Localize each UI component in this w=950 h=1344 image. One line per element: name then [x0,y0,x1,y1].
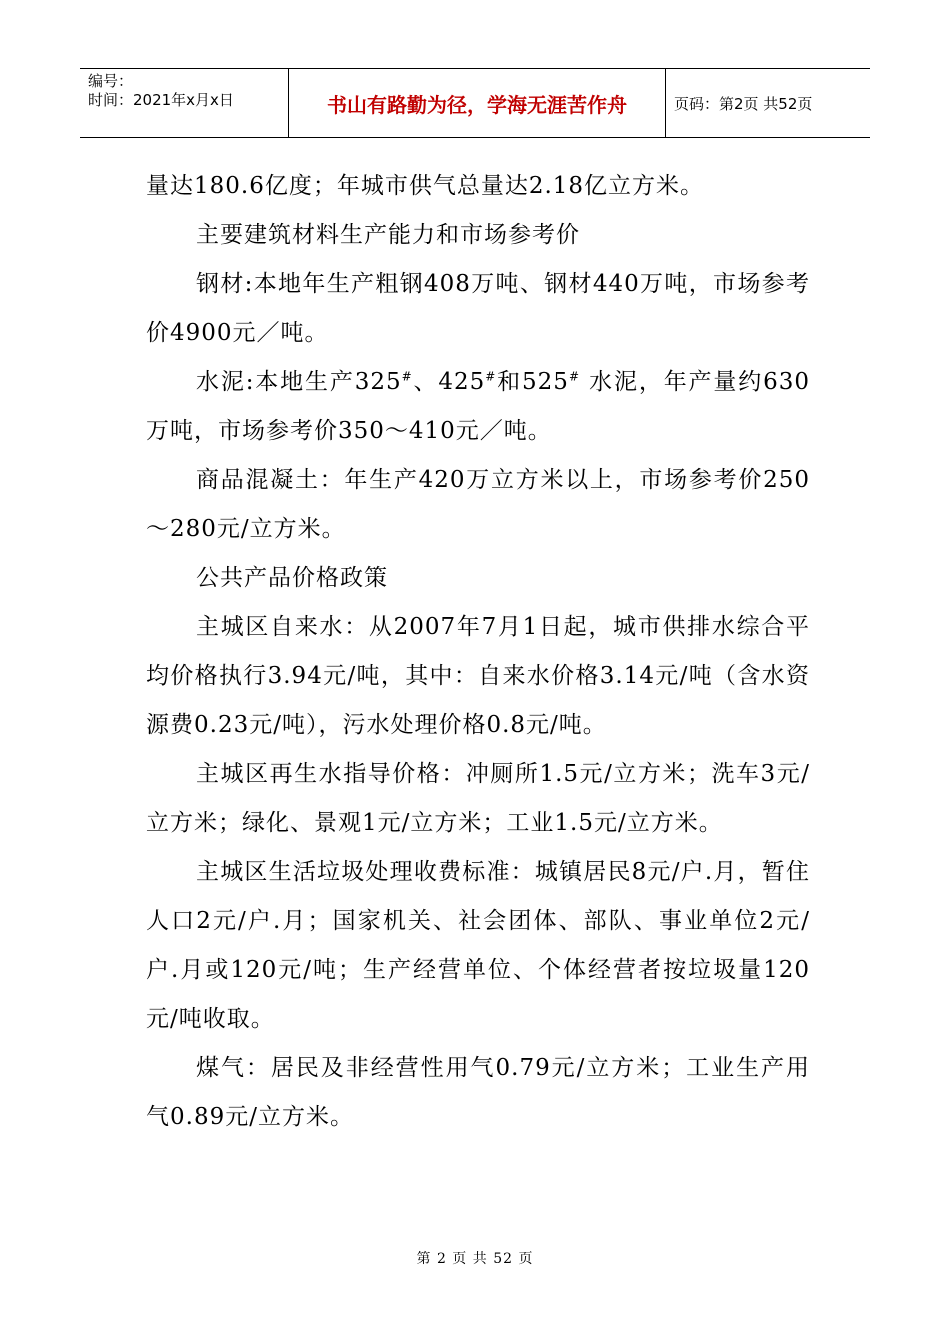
grade-mark: # [401,369,413,384]
document-body [146,162,810,1142]
grade-mark: # [485,369,497,384]
paragraph-steel: 钢材:本地年生产粗钢408万吨、钢材440万吨，市场参考价4900元／吨。 [146,271,810,346]
paragraph-reclaimed-water: 主城区再生水指导价格：冲厕所1.5元/立方米；洗车3元/立方米；绿化、景观1元/立方米；工业1.5元/立方米。 [146,761,810,836]
document-number-label: 编号： [88,72,134,90]
page-footer: 第 2 页 共 52 页 [416,1251,534,1267]
document-date: 时间：2021年x月x日 [88,91,234,109]
page-header [80,68,870,138]
grade-mark: # [568,369,580,384]
section-heading-building-materials: 主要建筑材料生产能力和市场参考价 [196,222,580,248]
paragraph-garbage-fees: 主城区生活垃圾处理收费标准：城镇居民8元/户.月，暂住人口2元/户.月；国家机关、社会团体、部队、事业单位2元/户.月或120元/吨；生产经营单位、个体经营者按垃圾量120元/吨收取。 [146,859,810,1032]
header-meta [80,69,289,137]
paragraph-gas: 煤气：居民及非经营性用气0.79元/立方米；工业生产用气0.89元/立方米。 [146,1055,810,1130]
paragraph-concrete: 商品混凝土：年生产420万立方米以上，市场参考价250～280元/立方米。 [146,467,810,542]
header-page-info: 页码：第2页 共52页 [674,94,813,113]
paragraph-cement: 水泥:本地生产325#、425#和525# 水泥，年产量约630万吨，市场参考价350～410元／吨。 [146,369,811,444]
paragraph-supply-volume: 量达180.6亿度；年城市供气总量达2.18亿立方米。 [146,173,705,199]
paragraph-tap-water: 主城区自来水：从2007年7月1日起，城市供排水综合平均价格执行3.94元/吨，其中：自来水价格3.14元/吨（含水资源费0.23元/吨），污水处理价格0.8元/吨。 [146,614,810,738]
section-heading-public-pricing: 公共产品价格政策 [196,565,388,591]
header-motto: 书山有路勤为径，学海无涯苦作舟 [289,69,666,137]
